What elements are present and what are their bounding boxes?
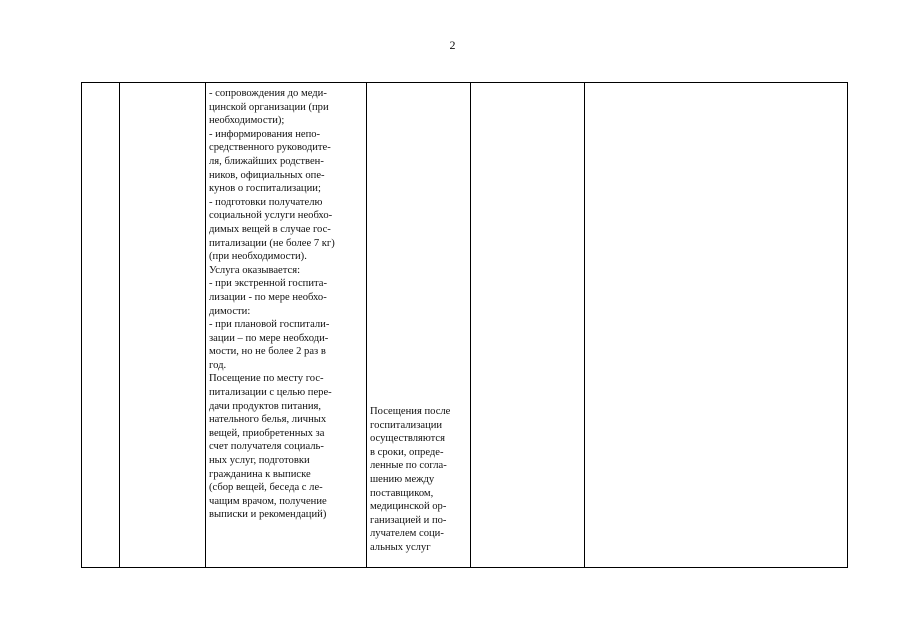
- text-line: - сопровождения до меди-: [209, 88, 327, 99]
- text-line: питализации с целью пере-: [209, 387, 332, 399]
- text-line: социальной услуги необхо-: [209, 210, 333, 222]
- service-table: [81, 82, 848, 568]
- text-line: ля, ближайших родствен-: [209, 155, 324, 167]
- text-line: димых вещей в случае гос-: [209, 223, 331, 235]
- text-line: шению между: [370, 473, 435, 485]
- text-line: лизации - по мере необхо-: [209, 291, 327, 303]
- text-line: Услуга оказывается:: [209, 264, 301, 276]
- page-number: 2: [449, 38, 456, 52]
- table-row: [82, 83, 848, 568]
- text-line: (при необходимости).: [209, 251, 307, 263]
- text-line: счет получателя социаль-: [209, 441, 324, 453]
- text-line: год.: [209, 359, 227, 371]
- cell-empty-5: [471, 83, 585, 568]
- text-line: дачи продуктов питания,: [209, 400, 322, 412]
- text-line: осуществляются: [370, 433, 446, 445]
- text-line: - информирования непо-: [209, 128, 321, 140]
- cell-service-terms: [367, 83, 471, 568]
- text-line: димости:: [209, 305, 251, 317]
- cell-service-name: [120, 83, 206, 568]
- text-line: медицинской ор-: [370, 501, 447, 513]
- text-line: средственного руководите-: [209, 142, 331, 154]
- text-line: Посещения после: [370, 406, 451, 417]
- text-line: мости, но не более 2 раз в: [209, 346, 326, 358]
- text-line: выписки и рекомендаций): [209, 509, 327, 521]
- text-line: лучателем соци-: [370, 528, 444, 540]
- text-line: госпитализации: [370, 419, 443, 431]
- service-description-text: [206, 83, 366, 522]
- text-line: чащим врачом, получение: [209, 495, 327, 507]
- text-line: кунов о госпитализации;: [209, 183, 321, 195]
- text-line: гражданина к выписке: [209, 468, 311, 480]
- text-line: цинской организации (при: [209, 101, 329, 113]
- service-terms-text: [367, 83, 470, 555]
- text-line: поставщиком,: [370, 487, 434, 499]
- cell-service-description: [206, 83, 367, 568]
- text-line: ных услуг, подготовки: [209, 455, 310, 467]
- text-line: ленные по согла-: [370, 460, 447, 472]
- text-line: - подготовки получателю: [209, 196, 323, 208]
- text-line: - при плановой госпитали-: [209, 319, 330, 331]
- text-line: Посещение по месту гос-: [209, 373, 324, 385]
- text-line: альных услуг: [370, 541, 431, 553]
- text-line: нательного белья, личных: [209, 414, 327, 426]
- text-line: ников, официальных опе-: [209, 169, 325, 181]
- text-line: (сбор вещей, беседа с ле-: [209, 482, 323, 494]
- text-line: питализации (не более 7 кг): [209, 237, 335, 249]
- text-line: зации – по мере необходи-: [209, 332, 329, 344]
- text-line: вещей, приобретенных за: [209, 427, 325, 439]
- text-line: - при экстренной госпита-: [209, 278, 327, 290]
- text-line: ганизацией и по-: [370, 514, 447, 526]
- cell-number: [82, 83, 120, 568]
- text-line: необходимости);: [209, 115, 285, 127]
- text-line: в сроки, опреде-: [370, 446, 444, 458]
- cell-empty-6: [585, 83, 848, 568]
